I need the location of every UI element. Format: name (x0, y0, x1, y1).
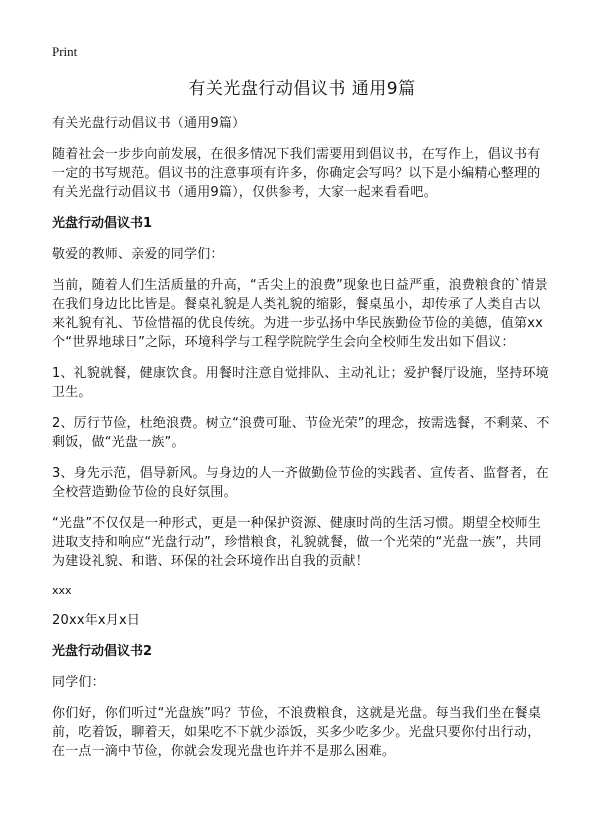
document-subtitle: 有关光盘行动倡议书（通用9篇） (52, 116, 246, 131)
section2-greeting: 同学们： (52, 675, 105, 690)
section1-item-1: 1、礼貌就餐，健康饮食。用餐时注意自觉排队、主动礼让；爱护餐厅设施，坚持环境卫生。 (52, 366, 549, 400)
section1-signature: xxx (52, 584, 72, 597)
section2-paragraph-1: 你们好，你们听过“光盘族”吗？节俭，不浪费粮食，这就是光盘。每当我们坐在餐桌前，吃着饭，聊着天，如果吃不下就少添饭，买多少吃多少。光盘只要你付出行动，在一点一滴中节俭，你就会发现光盘也许并不是那么困难。 (52, 706, 542, 759)
section1-date: 20xx年x月x日 (52, 613, 141, 628)
section1-item-2: 2、厉行节俭，杜绝浪费。树立“浪费可耻、节俭光荣”的理念，按需选餐，不剩菜、不剩饭，做“光盘一族”。 (52, 416, 550, 450)
section1-greeting: 敬爱的教师、亲爱的同学们： (52, 247, 224, 262)
intro-paragraph: 随着社会一步步向前发展，在很多情况下我们需要用到倡议书，在写作上，倡议书有一定的书写规范。倡议书的注意事项有许多，你确定会写吗？以下是小编精心整理的有关光盘行动倡议书（通用9篇），仅供参考，大家一起来看看吧。 (52, 147, 541, 200)
section1-paragraph-2: “光盘”不仅仅是一种形式，更是一种保护资源、健康时尚的生活习惯。期望全校师生进取支持和响应“光盘行动”，珍惜粮食，礼貌就餐，做一个光荣的“光盘一族”，共同为建设礼貌、和谐、环保的社会环境作出自我的贡献！ (52, 516, 542, 569)
document-title: 有关光盘行动倡议书 通用9篇 (188, 79, 416, 99)
section2-heading: 光盘行动倡议书2 (52, 644, 153, 659)
section1-item-3: 3、身先示范，倡导新风。与身边的人一齐做勤俭节俭的实践者、宣传者、监督者，在全校营造勤俭节俭的良好氛围。 (52, 466, 549, 500)
section1-heading: 光盘行动倡议书1 (52, 216, 153, 231)
section1-paragraph-1: 当前，随着人们生活质量的升高，“舌尖上的浪费”现象也日益严重，浪费粮食的`情景在我们身边比比皆是。餐桌礼貌是人类礼貌的缩影，餐桌虽小，却传承了人类自古以来礼貌有礼、节俭惜福的优良传统。为进一步弘扬中华民族勤俭节俭的美德，值第xx个“世界地球日”之际，环境科学与工程学院院学生会向全校师生发出如下倡议： (52, 278, 548, 350)
print-label: Print (52, 44, 78, 59)
